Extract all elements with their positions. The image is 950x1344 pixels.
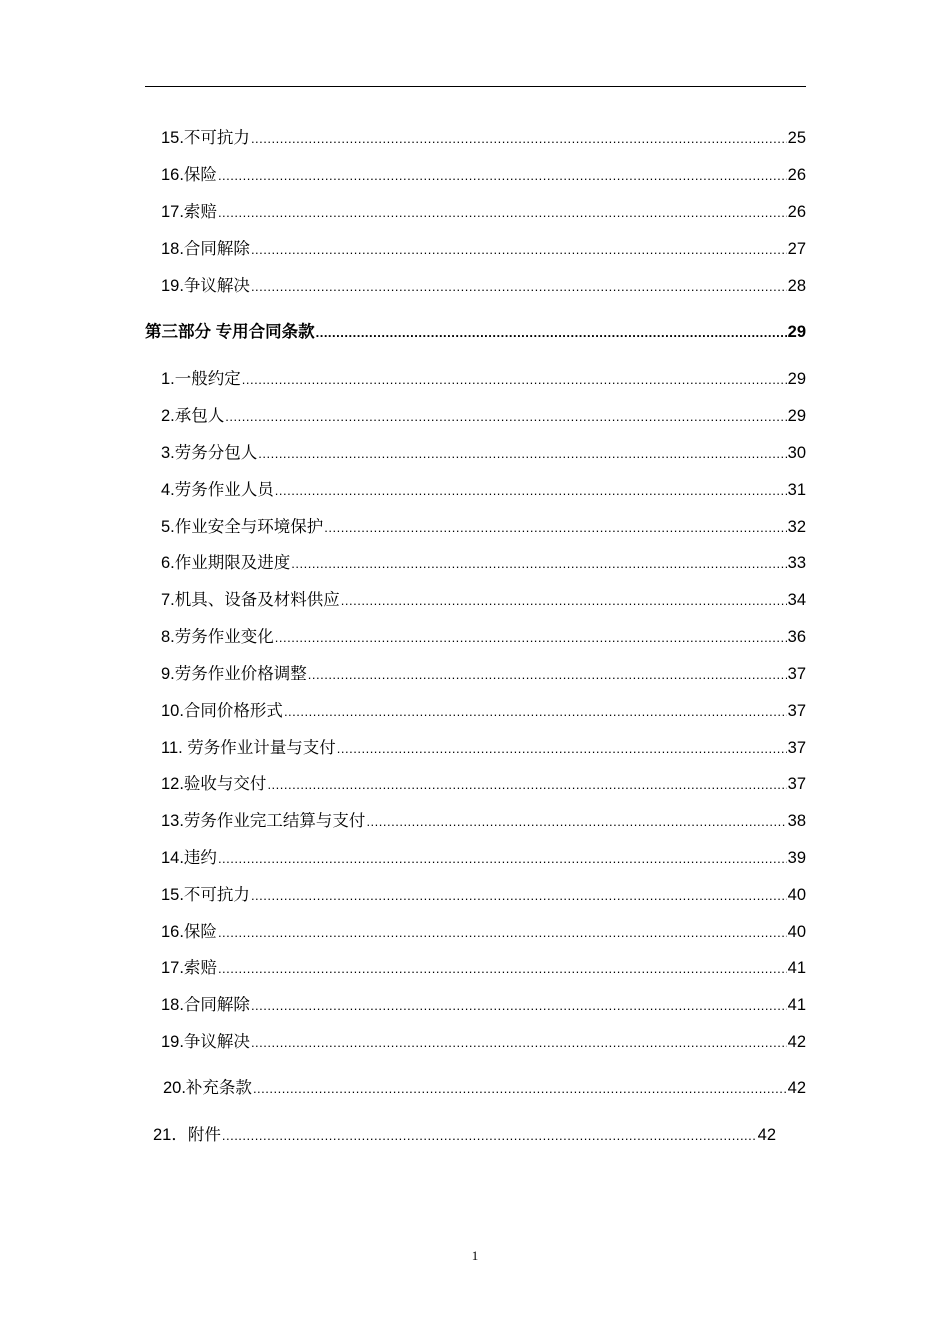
- toc-entry[interactable]: [161, 275, 806, 298]
- dot-leader: [308, 664, 787, 686]
- toc-entry-label: 17.索赔: [161, 203, 217, 221]
- toc-entry[interactable]: [161, 201, 806, 224]
- toc-entry-label: 8.劳务作业变化: [161, 628, 274, 646]
- toc-entry-label: 12.验收与交付: [161, 775, 267, 793]
- dot-leader: [251, 885, 787, 907]
- toc-entry-page: 41: [787, 996, 806, 1014]
- toc-entry-label: 10.合同价格形式: [161, 702, 283, 720]
- toc-entry-page: 37: [787, 665, 806, 683]
- dot-leader: [251, 276, 787, 298]
- header-rule: [145, 86, 806, 87]
- toc-entry[interactable]: [161, 810, 806, 833]
- toc-entry-label: 第三部分 专用合同条款: [145, 323, 315, 341]
- dot-leader: [267, 774, 786, 796]
- toc-entry-page: 40: [787, 886, 806, 904]
- toc-entry-label: 11. 劳务作业计量与支付: [161, 739, 336, 757]
- toc-entry-label: 5.作业安全与环境保护: [161, 518, 324, 536]
- dot-leader: [251, 239, 787, 261]
- toc-entry-page: 30: [787, 444, 806, 462]
- toc-entry-page: 42: [787, 1079, 806, 1097]
- toc-entry-label: 2.承包人: [161, 407, 225, 425]
- toc-entry-label: 15.不可抗力: [161, 886, 250, 904]
- toc-entry-label: 3.劳务分包人: [161, 444, 258, 462]
- toc-entry[interactable]: [161, 164, 806, 187]
- toc-entry-page: 36: [787, 628, 806, 646]
- toc-entry-label: 19.争议解决: [161, 277, 250, 295]
- toc-entry-label: 21．附件: [153, 1126, 221, 1144]
- toc-entry-label: 7.机具、设备及材料供应: [161, 591, 340, 609]
- toc-entry-page: 26: [787, 203, 806, 221]
- toc-entry-page: 37: [787, 739, 806, 757]
- toc-entry-label: 6.作业期限及进度: [161, 554, 291, 572]
- toc-entry-label: 17.索赔: [161, 959, 217, 977]
- toc-entry[interactable]: [161, 847, 806, 870]
- toc-entry[interactable]: [163, 1077, 806, 1100]
- toc-entry[interactable]: [153, 1124, 776, 1147]
- dot-leader: [341, 590, 787, 612]
- toc-entry-page: 28: [787, 277, 806, 295]
- toc-entry-label: 18.合同解除: [161, 240, 250, 258]
- toc-entry[interactable]: [161, 127, 806, 150]
- dot-leader: [218, 165, 787, 187]
- dot-leader: [275, 627, 787, 649]
- toc-entry-page: 31: [787, 481, 806, 499]
- toc-part-heading[interactable]: [145, 321, 806, 344]
- page-number: 1: [471, 1248, 479, 1263]
- toc-entry[interactable]: [161, 884, 806, 907]
- dot-leader: [251, 128, 787, 150]
- toc-entry[interactable]: [161, 626, 806, 649]
- dot-leader: [222, 1125, 757, 1147]
- toc-entry-label: 4.劳务作业人员: [161, 481, 274, 499]
- toc-entry[interactable]: [161, 589, 806, 612]
- dot-leader: [284, 701, 787, 723]
- toc-entry-label: 13.劳务作业完工结算与支付: [161, 812, 366, 830]
- toc-entry-label: 16.保险: [161, 923, 217, 941]
- toc-entry[interactable]: [161, 737, 806, 760]
- toc-entry[interactable]: [161, 238, 806, 261]
- toc-entry-page: 29: [787, 370, 806, 388]
- toc-entry[interactable]: [161, 552, 806, 575]
- toc-entry-label: 14.违约: [161, 849, 217, 867]
- dot-leader: [242, 369, 787, 391]
- toc-entry-label: 9.劳务作业价格调整: [161, 665, 307, 683]
- toc-entry[interactable]: [161, 479, 806, 502]
- toc-entry-page: 42: [787, 1033, 806, 1051]
- toc-entry[interactable]: [161, 957, 806, 980]
- dot-leader: [218, 958, 787, 980]
- toc-entry-label: 15.不可抗力: [161, 129, 250, 147]
- toc-entry[interactable]: [161, 442, 806, 465]
- toc-entry-page: 40: [787, 923, 806, 941]
- dot-leader: [275, 480, 787, 502]
- toc-entry[interactable]: [161, 700, 806, 723]
- dot-leader: [366, 811, 786, 833]
- toc-entry-label: 1.一般约定: [161, 370, 241, 388]
- toc-entry[interactable]: [161, 663, 806, 686]
- toc-entry-page: 41: [787, 959, 806, 977]
- dot-leader: [253, 1078, 787, 1100]
- toc-entry-page: 33: [787, 554, 806, 572]
- dot-leader: [316, 322, 787, 344]
- toc-entry-page: 32: [787, 518, 806, 536]
- dot-leader: [218, 922, 787, 944]
- dot-leader: [258, 443, 786, 465]
- toc-entry-page: 25: [787, 129, 806, 147]
- toc-entry-page: 37: [787, 775, 806, 793]
- dot-leader: [291, 553, 786, 575]
- dot-leader: [218, 848, 787, 870]
- toc-entry[interactable]: [161, 921, 806, 944]
- toc-entry-label: 16.保险: [161, 166, 217, 184]
- toc-entry[interactable]: [161, 516, 806, 539]
- toc-entry-page: 26: [787, 166, 806, 184]
- dot-leader: [218, 202, 787, 224]
- dot-leader: [251, 995, 787, 1017]
- toc-entry-label: 18.合同解除: [161, 996, 250, 1014]
- dot-leader: [251, 1032, 787, 1054]
- toc-entry[interactable]: [161, 773, 806, 796]
- toc-entry-label: 19.争议解决: [161, 1033, 250, 1051]
- toc-entry-page: 42: [757, 1126, 776, 1144]
- toc-entry[interactable]: [161, 994, 806, 1017]
- toc-entry-page: 29: [787, 407, 806, 425]
- toc-entry-page: 37: [787, 702, 806, 720]
- toc-entry-page: 38: [787, 812, 806, 830]
- toc-entry-label: 20.补充条款: [163, 1079, 252, 1097]
- dot-leader: [225, 406, 786, 428]
- toc-entry-page: 29: [787, 323, 806, 341]
- dot-leader: [337, 738, 787, 760]
- toc-entry[interactable]: [161, 405, 806, 428]
- toc-entry[interactable]: [161, 1031, 806, 1054]
- dot-leader: [324, 517, 786, 539]
- toc-entry-page: 39: [787, 849, 806, 867]
- toc-entry-page: 27: [787, 240, 806, 258]
- toc-entry[interactable]: [161, 368, 806, 391]
- toc-entry-page: 34: [787, 591, 806, 609]
